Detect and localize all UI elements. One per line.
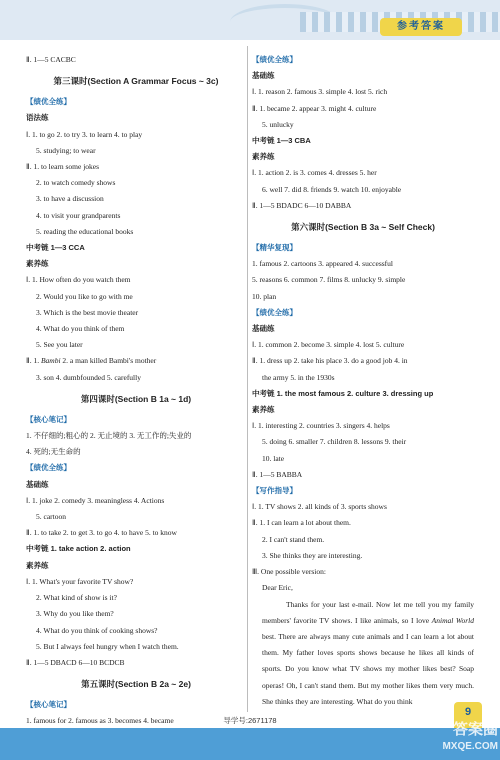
answer-line: 5. studying; to wear [36,145,96,155]
answer-line: 3. She thinks they are interesting. [262,550,363,560]
answer-line: 5. unlucky [262,119,294,129]
answer-line: 5. doing 6. smaller 7. children 8. lessons 9. their [262,437,407,447]
answer-line: Ⅱ. 1—5 CACBC [26,55,76,64]
literacy-heading: 素养练 [26,560,49,570]
answer-line: 5. reasons 6. common 7. films 8. unlucky 9. simple [252,275,406,285]
answer-line: Ⅰ. 1. reason 2. famous 3. simple 4. lost 5. rich [252,87,388,97]
basic-heading: 基础练 [252,324,275,334]
notes-line: 1. famous for 2. famous as 3. becomes 4. became [26,716,174,726]
section-tag: 【写作指导】 [252,486,297,496]
watermark-logo [410,720,498,758]
answer-line: 10. plan [252,291,277,301]
answer-line: 5. cartoon [36,512,66,522]
answer-key-badge: 参考答案 [380,18,462,36]
letter-salutation: Dear Eric, [262,583,293,593]
literacy-heading: 素养练 [252,152,275,162]
literacy-heading: 素养练 [26,259,49,269]
answer-line: Ⅱ. 1. became 2. appear 3. might 4. culture [252,103,377,113]
basic-heading: 基础练 [252,71,275,81]
answer-line: 3. Why do you like them? [36,609,114,619]
lesson-6-title: 第六课时(Section B 3a ~ Self Check) [291,222,435,233]
section-tag: 【绩优全练】 [252,307,297,317]
essay-part-1: Thanks for your last e-mail. Now let me tell you my family members' favorite TV shows. I like animals, so I love [262,599,474,625]
answer-line: 1. famous 2. cartoons 3. appeared 4. successful [252,259,393,269]
answer-line: 5. But I always feel hungry when I watch them. [36,641,179,651]
answer-line: Ⅰ. 1. interesting 2. countries 3. singers 4. helps [252,421,390,431]
exam-link-line: 中考链 1. the most famous 2. culture 3. dressing up [252,388,434,398]
answer-line: Ⅱ. 1. I can learn a lot about them. [252,518,351,528]
lesson-4-title: 第四课时(Section B 1a ~ 1d) [80,393,192,404]
section-tag: 【绩优全练】 [26,463,71,473]
left-column [26,52,246,730]
answer-rest: 2. a man killed Bambi's mother [60,356,157,366]
answer-prefix: Ⅱ. 1. [26,356,40,366]
answer-line: the army 5. in the 1930s [262,372,335,382]
answer-line: Ⅱ. 1—5 DBACD 6—10 BCDCB [26,657,125,667]
answer-line: 3. Which is the best movie theater [36,307,139,317]
section-tag: 【绩优全练】 [252,55,297,64]
essay-italic-title: Animal World [431,615,474,625]
section-tag: 【绩优全练】 [26,97,71,107]
sample-essay [252,597,474,710]
answer-line: Ⅱ. 1. to learn some jokes [26,162,100,172]
page-number: 9 [454,702,482,728]
column-divider [247,46,248,712]
answer-line: 2. I can't stand them. [262,534,325,544]
header-banner [0,0,500,40]
italic-title: Bambi [40,356,61,366]
watermark-top-text: 答案圈 [452,721,498,738]
answer-line: 5. reading the educational books [36,226,134,236]
answer-line: Ⅰ. 1. to go 2. to try 3. to learn 4. to play [26,129,143,139]
answer-line [26,353,246,369]
answer-line: Ⅰ. 1. joke 2. comedy 3. meaningless 4. Actions [26,495,165,505]
answer-line: Ⅱ. 1—5 BABBA [252,469,303,479]
answer-line: 10. late [262,453,285,463]
answer-line: Ⅰ. 1. action 2. is 3. comes 4. dresses 5. her [252,168,377,178]
answer-line: 5. See you later [36,340,83,350]
answer-line: Ⅰ. 1. TV shows 2. all kinds of 3. sports shows [252,502,387,512]
basic-heading: 基础练 [26,479,49,489]
answer-line: Ⅱ. 1. to take 2. to get 3. to go 4. to have 5. to know [26,528,177,538]
answer-line: 4. What do you think of them [36,324,125,334]
answer-line: Ⅲ. One possible version: [252,567,326,577]
answer-line: Ⅱ. 1—5 BDADC 6—10 DABBA [252,200,352,210]
answer-line: 4. What do you think of cooking shows? [36,625,158,635]
exam-link-line: 中考链 1. take action 2. action [26,544,131,554]
answer-line: Ⅰ. 1. How often do you watch them [26,275,131,285]
answer-line: Ⅰ. 1. What's your favorite TV show? [26,576,134,586]
answer-line: 3. son 4. dumbfounded 5. carefully [36,372,141,382]
exam-link-line: 中考链 1—3 CBA [252,136,311,146]
right-column [252,52,474,710]
literacy-heading: 素养练 [252,405,275,415]
guide-code: 导学号:2671178 [223,716,277,725]
notes-line: 4. 死的;无生命的 [26,447,81,457]
section-tag: 【核心笔记】 [26,414,71,424]
answer-line: Ⅱ. 1. dress up 2. take his place 3. do a good job 4. in [252,356,408,366]
answer-line: 4. to visit your grandparents [36,210,121,220]
answer-line: 2. to watch comedy shows [36,178,116,188]
exam-link-line: 中考链 1—3 CCA [26,243,85,253]
watermark-bottom-text: MXQE.COM [442,741,498,752]
notes-line: 1. 不仔细的;粗心的 2. 无止境的 3. 无工作的;失业的 [26,431,192,441]
answer-line: Ⅰ. 1. common 2. become 3. simple 4. lost 5. culture [252,340,405,350]
essay-part-2: best. There are always many cute animals and I can learn a lot about them. My father loves sports shows because he likes all kinds of sports. Do you know what TV shows my mother likes best? Soap operas! Oh, I can't stand them. But my mother likes them very much. She thinks they are interesting. What do you think [262,631,474,706]
answer-line: 2. Would you like to go with me [36,291,133,301]
section-tag: 【精华复现】 [252,243,297,253]
lesson-5-title: 第五课时(Section B 2a ~ 2e) [81,679,191,690]
lesson-3-title: 第三课时(Section A Grammar Focus ~ 3c) [53,76,219,87]
answer-line: 3. to have a discussion [36,194,104,204]
answer-line: 2. What kind of show is it? [36,593,117,603]
grammar-heading: 语法练 [26,113,49,123]
section-tag: 【核心笔记】 [26,700,71,710]
answer-line: 6. well 7. did 8. friends 9. watch 10. enjoyable [262,184,402,194]
